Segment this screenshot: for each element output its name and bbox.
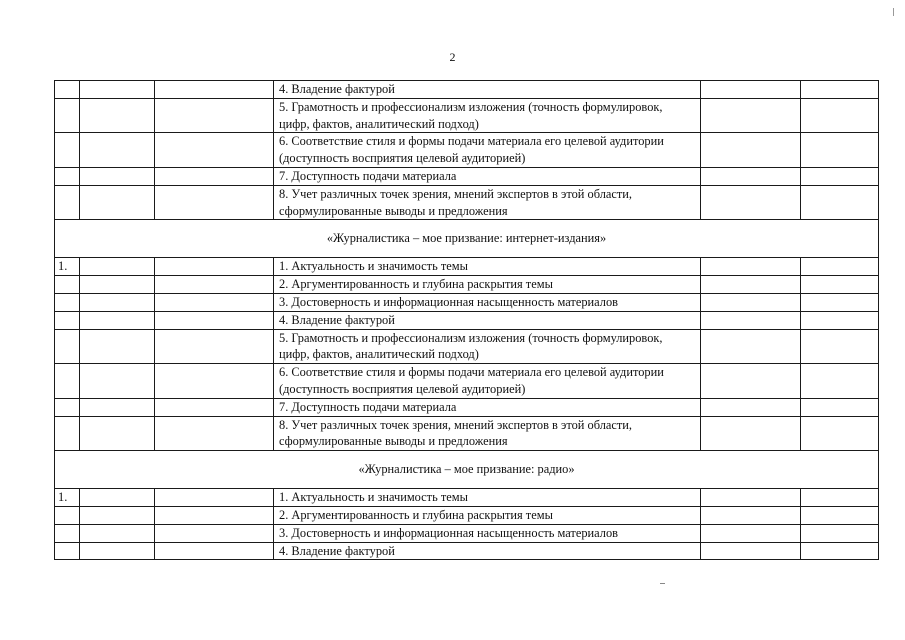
criterion-cell: 8. Учет различных точек зрения, мнений экспертов в этой области, сформулированные выводы и предложения	[274, 416, 701, 451]
row-number-cell	[55, 293, 80, 311]
total-cell	[801, 133, 879, 168]
work-title-cell	[155, 81, 274, 99]
total-cell	[801, 364, 879, 399]
score-cell	[701, 416, 801, 451]
nominee-cell	[80, 258, 155, 276]
criterion-cell: 6. Соответствие стиля и формы подачи материала его целевой аудитории (доступность восприятия целевой аудиторией)	[274, 364, 701, 399]
work-title-cell	[155, 258, 274, 276]
work-title-cell	[155, 329, 274, 364]
nominee-cell	[80, 311, 155, 329]
row-number-cell	[55, 398, 80, 416]
criterion-cell: 1. Актуальность и значимость темы	[274, 489, 701, 507]
total-cell	[801, 167, 879, 185]
section-title: «Журналистика – мое призвание: интернет-издания»	[55, 220, 879, 258]
nominee-cell	[80, 167, 155, 185]
criterion-row	[55, 98, 879, 133]
score-cell	[701, 329, 801, 364]
work-title-cell	[155, 98, 274, 133]
criterion-cell: 8. Учет различных точек зрения, мнений экспертов в этой области, сформулированные выводы и предложения	[274, 185, 701, 220]
score-cell	[701, 185, 801, 220]
work-title-cell	[155, 398, 274, 416]
score-cell	[701, 506, 801, 524]
total-cell	[801, 506, 879, 524]
section-header-row	[55, 220, 879, 258]
total-cell	[801, 258, 879, 276]
criterion-row	[55, 398, 879, 416]
work-title-cell	[155, 311, 274, 329]
total-cell	[801, 311, 879, 329]
criterion-cell: 7. Доступность подачи материала	[274, 398, 701, 416]
row-number-cell	[55, 506, 80, 524]
work-title-cell	[155, 185, 274, 220]
row-number-cell	[55, 133, 80, 168]
row-number-cell	[55, 524, 80, 542]
nominee-cell	[80, 364, 155, 399]
total-cell	[801, 185, 879, 220]
criterion-row	[55, 311, 879, 329]
score-cell	[701, 98, 801, 133]
section-title: «Журналистика – мое призвание: радио»	[55, 451, 879, 489]
criterion-cell: 5. Грамотность и профессионализм изложения (точность формулировок, цифр, фактов, аналитический подход)	[274, 98, 701, 133]
score-cell	[701, 81, 801, 99]
total-cell	[801, 293, 879, 311]
work-title-cell	[155, 293, 274, 311]
criterion-cell: 5. Грамотность и профессионализм изложения (точность формулировок, цифр, фактов, аналитический подход)	[274, 329, 701, 364]
criterion-row	[55, 293, 879, 311]
row-number-cell	[55, 81, 80, 99]
criterion-cell: 3. Достоверность и информационная насыщенность материалов	[274, 524, 701, 542]
total-cell	[801, 524, 879, 542]
criterion-row	[55, 276, 879, 294]
criterion-row	[55, 185, 879, 220]
work-title-cell	[155, 489, 274, 507]
nominee-cell	[80, 506, 155, 524]
criterion-cell: 4. Владение фактурой	[274, 81, 701, 99]
score-cell	[701, 167, 801, 185]
score-cell	[701, 293, 801, 311]
nominee-cell	[80, 81, 155, 99]
score-cell	[701, 542, 801, 560]
evaluation-table	[54, 80, 879, 560]
nominee-cell	[80, 542, 155, 560]
work-title-cell	[155, 416, 274, 451]
row-number-cell	[55, 185, 80, 220]
score-cell	[701, 133, 801, 168]
criterion-row	[55, 416, 879, 451]
criterion-row	[55, 506, 879, 524]
criterion-row	[55, 329, 879, 364]
criterion-row	[55, 524, 879, 542]
row-number-cell	[55, 167, 80, 185]
row-number-cell	[55, 98, 80, 133]
criterion-cell: 4. Владение фактурой	[274, 542, 701, 560]
scan-edge-mark	[893, 8, 894, 16]
criterion-row	[55, 167, 879, 185]
work-title-cell	[155, 524, 274, 542]
score-cell	[701, 489, 801, 507]
nominee-cell	[80, 276, 155, 294]
criterion-row	[55, 81, 879, 99]
criterion-cell: 2. Аргументированность и глубина раскрытия темы	[274, 506, 701, 524]
row-number-cell	[55, 542, 80, 560]
work-title-cell	[155, 167, 274, 185]
section-header-row	[55, 451, 879, 489]
evaluation-table-body	[55, 81, 879, 560]
criterion-row	[55, 542, 879, 560]
total-cell	[801, 542, 879, 560]
nominee-cell	[80, 398, 155, 416]
criterion-row	[55, 258, 879, 276]
nominee-cell	[80, 98, 155, 133]
nominee-cell	[80, 489, 155, 507]
page-number: 2	[449, 50, 456, 64]
work-title-cell	[155, 506, 274, 524]
criterion-cell: 2. Аргументированность и глубина раскрытия темы	[274, 276, 701, 294]
row-number-cell	[55, 311, 80, 329]
score-cell	[701, 524, 801, 542]
score-cell	[701, 276, 801, 294]
total-cell	[801, 489, 879, 507]
score-cell	[701, 258, 801, 276]
scan-speck	[660, 583, 665, 584]
row-number-cell	[55, 364, 80, 399]
criterion-cell: 6. Соответствие стиля и формы подачи материала его целевой аудитории (доступность восприятия целевой аудиторией)	[274, 133, 701, 168]
criterion-row	[55, 489, 879, 507]
criterion-row	[55, 133, 879, 168]
row-number-cell: 1.	[55, 489, 80, 507]
score-cell	[701, 398, 801, 416]
total-cell	[801, 81, 879, 99]
work-title-cell	[155, 276, 274, 294]
criterion-cell: 7. Доступность подачи материала	[274, 167, 701, 185]
criterion-cell: 1. Актуальность и значимость темы	[274, 258, 701, 276]
nominee-cell	[80, 185, 155, 220]
row-number-cell: 1.	[55, 258, 80, 276]
nominee-cell	[80, 524, 155, 542]
work-title-cell	[155, 133, 274, 168]
work-title-cell	[155, 542, 274, 560]
criterion-row	[55, 364, 879, 399]
total-cell	[801, 98, 879, 133]
total-cell	[801, 276, 879, 294]
row-number-cell	[55, 329, 80, 364]
total-cell	[801, 416, 879, 451]
total-cell	[801, 398, 879, 416]
nominee-cell	[80, 293, 155, 311]
total-cell	[801, 329, 879, 364]
criterion-cell: 3. Достоверность и информационная насыщенность материалов	[274, 293, 701, 311]
criterion-cell: 4. Владение фактурой	[274, 311, 701, 329]
nominee-cell	[80, 416, 155, 451]
score-cell	[701, 364, 801, 399]
work-title-cell	[155, 364, 274, 399]
row-number-cell	[55, 416, 80, 451]
row-number-cell	[55, 276, 80, 294]
nominee-cell	[80, 329, 155, 364]
score-cell	[701, 311, 801, 329]
nominee-cell	[80, 133, 155, 168]
